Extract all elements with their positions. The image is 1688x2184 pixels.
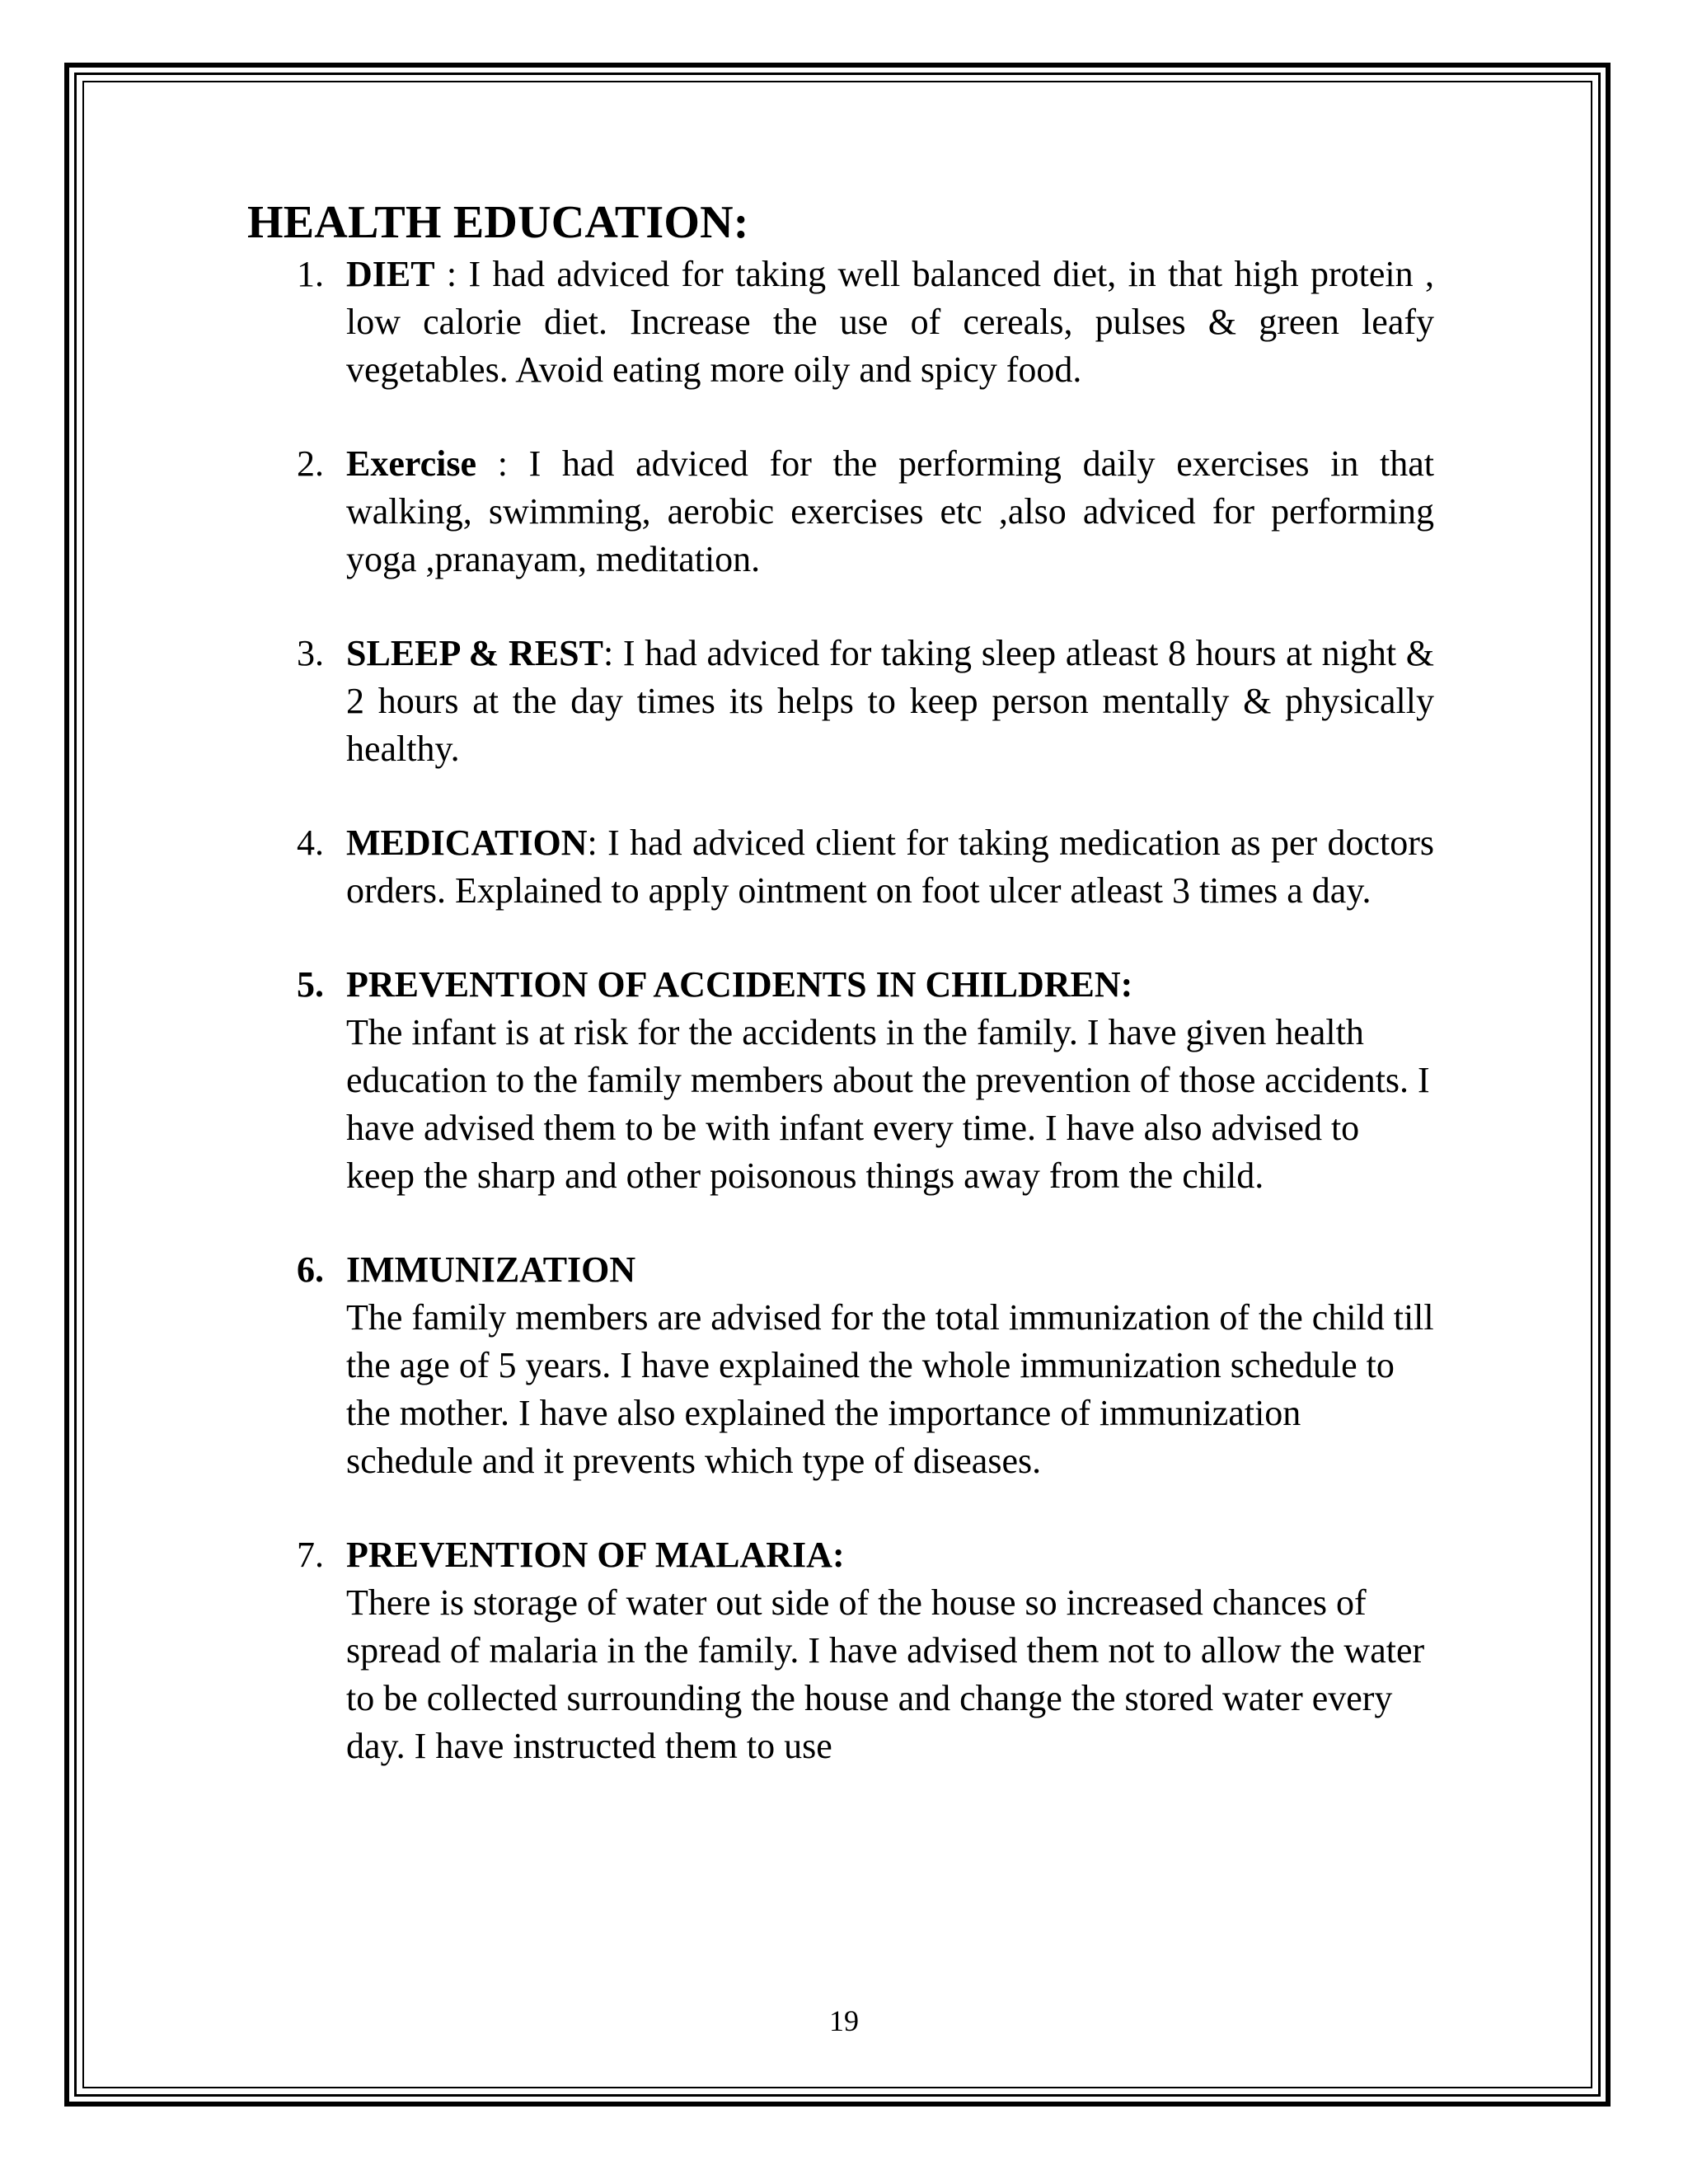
item-label: DIET (346, 254, 435, 294)
item-text: There is storage of water out side of the house so increased chances of spread of malaria in the family. I have advised them not to allow the water to be collected surrounding the house and change the stored water every day. I have instructed them to use (346, 1582, 1425, 1766)
item-label: MEDICATION (346, 823, 588, 863)
item-number: 3. (297, 633, 324, 673)
item-paragraph (346, 630, 1434, 773)
section-heading: HEALTH EDUCATION: (247, 197, 749, 248)
list-item-malaria-prevention (247, 1531, 1434, 1770)
item-label: PREVENTION OF ACCIDENTS IN CHILDREN: (346, 964, 1133, 1005)
item-label: IMMUNIZATION (346, 1249, 636, 1290)
item-text: The infant is at risk for the accidents in the family. I have given health education to the family members about the prevention of those accidents. I have advised them to be with infant every time. I have also advised to keep the sharp and other poisonous things away from the child. (346, 1012, 1430, 1196)
item-text: : I had adviced client for taking medication as per doctors orders. Explained to apply ointment on foot ulcer atleast 3 times a day. (346, 823, 1434, 911)
list-item-diet (247, 251, 1434, 394)
list-item-sleep-rest (247, 630, 1434, 773)
item-number: 2. (297, 443, 324, 484)
health-education-list (247, 251, 1434, 1770)
list-item-immunization (247, 1246, 1434, 1485)
item-paragraph (346, 251, 1434, 394)
page-number: 19 (829, 2004, 859, 2037)
item-label: PREVENTION OF MALARIA: (346, 1535, 845, 1575)
list-item-accident-prevention (247, 961, 1434, 1200)
list-item-medication (247, 819, 1434, 915)
item-label: SLEEP & REST (346, 633, 603, 673)
item-paragraph (346, 819, 1434, 915)
item-label: Exercise (346, 443, 477, 484)
item-text: : I had adviced for taking sleep atleast 8 hours at night & 2 hours at the day times its helps to keep person mentally & physically healthy. (346, 633, 1434, 769)
item-number: 7. (297, 1535, 324, 1575)
item-text: : I had adviced for taking well balanced diet, in that high protein , low calorie diet. Increase the use of cereals, pulses & green leafy vegetables. Avoid eating more oily and spicy food. (346, 254, 1434, 390)
item-number: 1. (297, 254, 324, 294)
list-item-exercise (247, 440, 1434, 583)
item-text: The family members are advised for the total immunization of the child till the age of 5 years. I have explained the whole immunization schedule to the mother. I have also explained the importance of immunization schedule and it prevents which type of diseases. (346, 1297, 1434, 1481)
item-number: 6. (297, 1249, 324, 1290)
item-paragraph (346, 440, 1434, 583)
page-content (247, 196, 1434, 1816)
item-number: 4. (297, 823, 324, 863)
item-text: : I had adviced for the performing daily exercises in that walking, swimming, aerobic exercises etc ,also adviced for performing yoga ,pranayam, meditation. (346, 443, 1434, 579)
item-number: 5. (297, 964, 324, 1005)
